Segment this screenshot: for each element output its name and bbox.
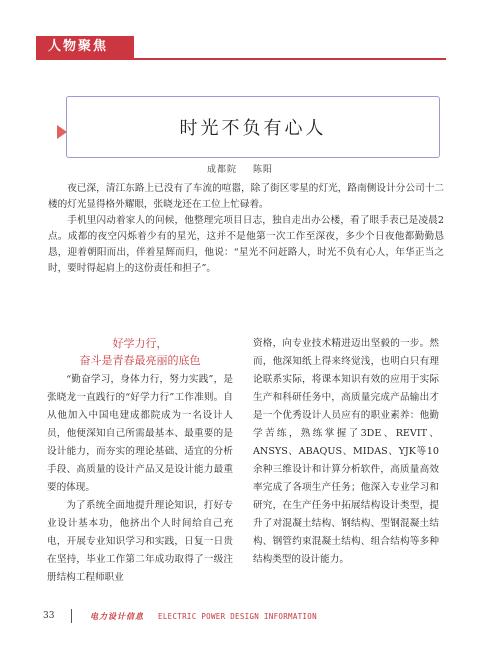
intro-section	[48, 181, 444, 277]
page-number: 33	[43, 611, 55, 621]
byline	[0, 162, 480, 175]
subheading-line-1: 好学力行，	[112, 337, 168, 350]
intro-paragraph: 手机里闪动着家人的问候，他整理完项目日志，独自走出办公楼，看了眼手表已是凌晨2点。成都的夜空闪烁着少有的星光，这并不是他第一次工作至深夜，多少个日夜他都勤勤恳恳，迎着朝阳而出，伴着星辉而归，他说：“星光不问赶路人，时光不负有心人，年华正当之时，要时得起肩上的这份责任和担子”。	[48, 215, 444, 274]
author-name: 陈阳	[252, 165, 273, 175]
magazine-name-cn: 电力设计信息	[90, 610, 144, 621]
body-paragraph: 资格，向专业技术精进迈出坚毅的一步。然而，他深知纸上得来终觉浅，也明白只有理论联系实际，将课本知识有效的应用于实际生产和科研任务中，高质量完成产品输出才是一个优秀设计人员应有的职业素养：他勤学苦练，熟练掌握了3DE、REVIT、ANSYS、ABAQUS、MIDAS、YJK等10余种三维设计和计算分析软件，高质量高效率完成了各项生产任务；他深入专业学习和研究，在生产任务中拓展结构设计类型，提升了对混凝土结构、钢结构、型钢混凝土结构、钢管约束混凝土结构、组合结构等多种结构类型的设计能力。	[253, 338, 439, 565]
page-footer	[43, 608, 463, 624]
body-paragraph: “勤奋学习，身体力行，努力实践”，是张晓龙一直践行的“好学力行”工作准则。自从他加入中国电建成都院成为一名设计人员，他便深知自己所需最基本、最重要的是设计能力，而夯实的理论基础、适宜的分析手段、高质量的设计产品又是设计能力最重要的体现。	[47, 374, 233, 493]
intro-paragraph: 夜已深，清江东路上已没有了车流的喧嚣，除了街区零星的灯光，路南侧设计分公司十二楼的灯光显得格外耀眼，张晓龙还在工位上忙碌着。	[48, 183, 444, 210]
left-column	[47, 335, 233, 587]
article-title-box	[66, 96, 440, 158]
magazine-name-en: ELECTRIC POWER DESIGN INFORMATION	[158, 611, 317, 621]
section-divider	[36, 58, 446, 60]
subheading	[47, 335, 233, 369]
author-org: 成都院	[207, 165, 238, 175]
right-column	[253, 335, 439, 569]
section-tab: 人物聚焦	[36, 36, 134, 58]
title-marker-icon	[57, 125, 67, 139]
footer-divider	[71, 609, 72, 623]
subheading-line-2: 奋斗是青春最亮丽的底色	[79, 354, 201, 367]
article-title: 时光不负有心人	[179, 118, 327, 139]
body-paragraph: 为了系统全面地提升理论知识，打好专业设计基本功，他挤出个人时间给自己充电，开展专业知识学习和实践，日复一日贵在坚持，毕业工作第二年成功取得了一级注册结构工程师职业	[47, 500, 233, 583]
